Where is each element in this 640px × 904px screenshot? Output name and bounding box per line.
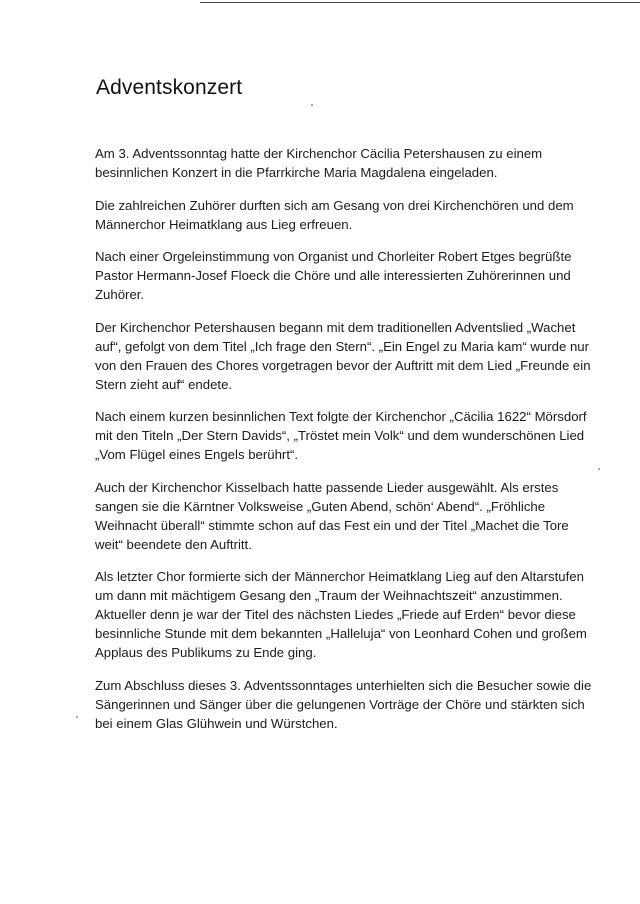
paragraph: Nach einer Orgeleinstimmung von Organist und Chorleiter Robert Etges begrüßte Pastor Hermann-Josef Floeck die Chöre und alle interessierten Zuhörerinnen und Zuhörer. <box>95 249 572 302</box>
scan-speck <box>311 104 313 106</box>
paragraph: Der Kirchenchor Petershausen begann mit dem traditionellen Adventslied „Wachet auf“, gefolgt von dem Titel „Ich frage den Stern“. „Ein Engel zu Maria kam“ wurde nur von den Frauen des Chores vorgetragen bevor der Auftritt mit dem Lied „Freunde ein Stern zieht auf“ endete. <box>95 319 591 392</box>
document-title: Adventskonzert <box>96 76 243 99</box>
paragraph: Die zahlreichen Zuhörer durften sich am Gesang von drei Kirchenchören und dem Männerchor Heimatklang aus Lieg erfreuen. <box>95 197 574 232</box>
paragraph: Nach einem kurzen besinnlichen Text folgte der Kirchenchor „Cäcilia 1622“ Mörsdorf mit den Titeln „Der Stern Davids“, „Tröstet mein Volk“ und dem wunderschönen Lied „Vom Flügel eines Engels berührt“. <box>95 409 587 462</box>
scan-speck <box>76 716 78 718</box>
paragraph: Auch der Kirchenchor Kisselbach hatte passende Lieder ausgewählt. Als erstes sangen sie die Kärntner Volksweise „Guten Abend, schön‘ Abend“. „Fröhliche Weihnacht überall“ stimmte schon auf das Fest ein und der Titel „Machet die Tore weit“ beendete den Auftritt. <box>95 479 569 552</box>
document-body <box>95 144 597 746</box>
scan-edge-line <box>200 2 640 3</box>
scan-speck <box>598 468 600 470</box>
paragraph: Zum Abschluss dieses 3. Adventssonntages unterhielten sich die Besucher sowie die Sängerinnen und Sänger über die gelungenen Vorträge der Chöre und stärkten sich bei einem Glas Glühwein und Würstchen. <box>95 677 592 731</box>
paragraph: Am 3. Adventssonntag hatte der Kirchenchor Cäcilia Petershausen zu einem besinnlichen Konzert in die Pfarrkirche Maria Magdalena eingeladen. <box>95 146 543 180</box>
paragraph: Als letzter Chor formierte sich der Männerchor Heimatklang Lieg auf den Altarstufen um dann mit mächtigem Gesang den „Traum der Weihnachtszeit“ anzustimmen. Aktueller denn je war der Titel des nächsten Liedes „Friede auf Erden“ bevor diese besinnliche Stunde mit dem bekannten „Halleluja“ von Leonhard Cohen und großem Applaus des Publikums zu Ende ging. <box>95 569 587 660</box>
